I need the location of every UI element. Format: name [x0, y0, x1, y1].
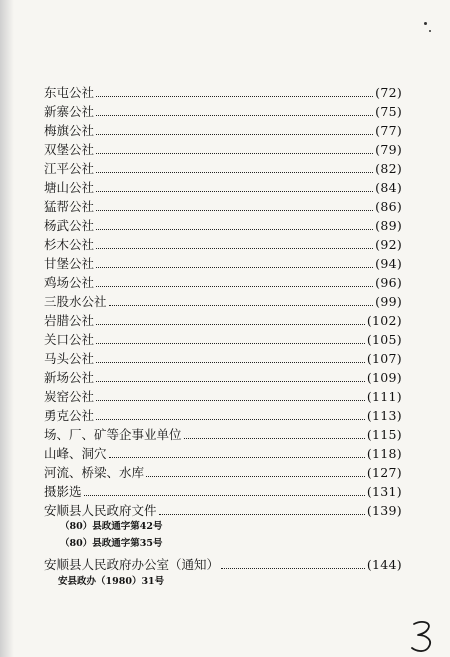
- toc-entry-label: 安顺县人民政府办公室（通知）: [44, 557, 220, 572]
- toc-entry-label: 关口公社: [44, 332, 95, 347]
- toc-entry-page: (107): [366, 351, 402, 366]
- dot-leader: [96, 285, 373, 287]
- dot-leader: [96, 399, 365, 401]
- toc-entry-page: (115): [366, 427, 402, 442]
- scan-speck: [424, 22, 427, 25]
- toc-entry-label: 江平公社: [44, 161, 95, 176]
- toc-entry-label: 安顺县人民政府文件: [44, 503, 157, 518]
- dot-leader: [96, 209, 373, 211]
- dot-leader: [96, 171, 373, 173]
- toc-entry[interactable]: [44, 406, 402, 424]
- toc-entry[interactable]: [44, 159, 402, 177]
- toc-entry-label: 杉木公社: [44, 237, 95, 252]
- toc-entry-label: 塘山公社: [44, 180, 95, 195]
- toc-entry-page: (105): [366, 332, 402, 347]
- toc-entry-label: 摄影选: [44, 484, 82, 499]
- toc-entry[interactable]: [44, 444, 402, 462]
- dot-leader: [96, 228, 373, 230]
- dot-leader: [96, 323, 365, 325]
- dot-leader: [84, 494, 365, 496]
- toc-entry-page: (139): [366, 503, 402, 518]
- toc-entry-label: 新寨公社: [44, 104, 95, 119]
- toc-entry-page: (92): [375, 237, 402, 252]
- handwritten-page-number: [408, 618, 438, 654]
- dot-leader: [96, 133, 373, 135]
- toc-entry[interactable]: [44, 349, 402, 367]
- toc-entry-page: (77): [375, 123, 402, 138]
- toc-entry-label: 新场公社: [44, 370, 95, 385]
- toc-entry[interactable]: [44, 140, 402, 158]
- toc-entry[interactable]: [44, 83, 402, 101]
- dot-leader: [96, 266, 373, 268]
- toc-entry-label: 双堡公社: [44, 142, 95, 157]
- toc-entry[interactable]: [44, 387, 402, 405]
- toc-entry[interactable]: [44, 216, 402, 234]
- toc-entry-page: (89): [375, 218, 402, 233]
- scan-edge-shadow: [0, 0, 14, 657]
- dot-leader: [221, 567, 365, 569]
- toc-entry-page: (131): [366, 484, 402, 499]
- dot-leader: [96, 380, 365, 382]
- toc-entry-label: 梅旗公社: [44, 123, 95, 138]
- toc-entry-label: 炭窑公社: [44, 389, 95, 404]
- toc-entry-label: 猛帮公社: [44, 199, 95, 214]
- toc-entry[interactable]: [44, 555, 402, 573]
- toc-entry-label: 三股水公社: [44, 294, 107, 309]
- toc-entry-page: (118): [366, 446, 402, 461]
- toc-entry-label: 勇克公社: [44, 408, 95, 423]
- toc-entry[interactable]: [44, 425, 402, 443]
- dot-leader: [109, 456, 365, 458]
- toc-entry-label: 马头公社: [44, 351, 95, 366]
- toc-entry-page: (86): [375, 199, 402, 214]
- document-ref-note: （80）县政通字第42号: [60, 521, 163, 532]
- toc-entry-page: (99): [375, 294, 402, 309]
- toc-entry-page: (82): [375, 161, 402, 176]
- dot-leader: [96, 152, 373, 154]
- toc-entry[interactable]: [44, 235, 402, 253]
- toc-entry[interactable]: [44, 102, 402, 120]
- toc-entry-page: (72): [375, 85, 402, 100]
- toc-entry[interactable]: [44, 178, 402, 196]
- toc-entry[interactable]: [44, 254, 402, 272]
- toc-entry-label: 岩腊公社: [44, 313, 95, 328]
- toc-entry[interactable]: [44, 311, 402, 329]
- toc-entry-page: (113): [366, 408, 402, 423]
- toc-entry-label: 河流、桥梁、水库: [44, 465, 145, 480]
- scan-speck: [429, 30, 431, 32]
- dot-leader: [184, 437, 365, 439]
- dot-leader: [146, 475, 365, 477]
- toc-entry[interactable]: [44, 330, 402, 348]
- toc-entry[interactable]: [44, 482, 402, 500]
- toc-entry-page: (109): [366, 370, 402, 385]
- dot-leader: [96, 361, 365, 363]
- document-ref-note: 安县政办（1980）31号: [58, 576, 165, 587]
- document-ref-note: （80）县政通字第35号: [60, 538, 163, 549]
- toc-entry-page: (75): [375, 104, 402, 119]
- toc-entry-page: (96): [375, 275, 402, 290]
- toc-entry-page: (144): [366, 557, 402, 572]
- toc-entry-page: (102): [366, 313, 402, 328]
- dot-leader: [96, 342, 365, 344]
- toc-entry[interactable]: [44, 463, 402, 481]
- toc-entry-label: 甘堡公社: [44, 256, 95, 271]
- toc-entry-label: 鸡场公社: [44, 275, 95, 290]
- dot-leader: [96, 247, 373, 249]
- toc-entry-label: 场、厂、矿等企事业单位: [44, 427, 182, 442]
- toc-entry-page: (127): [366, 465, 402, 480]
- dot-leader: [96, 114, 373, 116]
- toc-entry[interactable]: [44, 292, 402, 310]
- toc-entry-label: 杨武公社: [44, 218, 95, 233]
- toc-entry-label: 山峰、洞穴: [44, 446, 107, 461]
- dot-leader: [96, 418, 365, 420]
- dot-leader: [96, 95, 373, 97]
- toc-entry[interactable]: [44, 501, 402, 519]
- toc-entry[interactable]: [44, 121, 402, 139]
- toc-entry-page: (79): [375, 142, 402, 157]
- toc-entry[interactable]: [44, 197, 402, 215]
- toc-entry-page: (94): [375, 256, 402, 271]
- toc-entry-page: (111): [366, 389, 402, 404]
- dot-leader: [159, 513, 365, 515]
- toc-entry-page: (84): [375, 180, 402, 195]
- toc-entry[interactable]: [44, 368, 402, 386]
- dot-leader: [109, 304, 374, 306]
- toc-entry-label: 东屯公社: [44, 85, 95, 100]
- dot-leader: [96, 190, 373, 192]
- toc-entry[interactable]: [44, 273, 402, 291]
